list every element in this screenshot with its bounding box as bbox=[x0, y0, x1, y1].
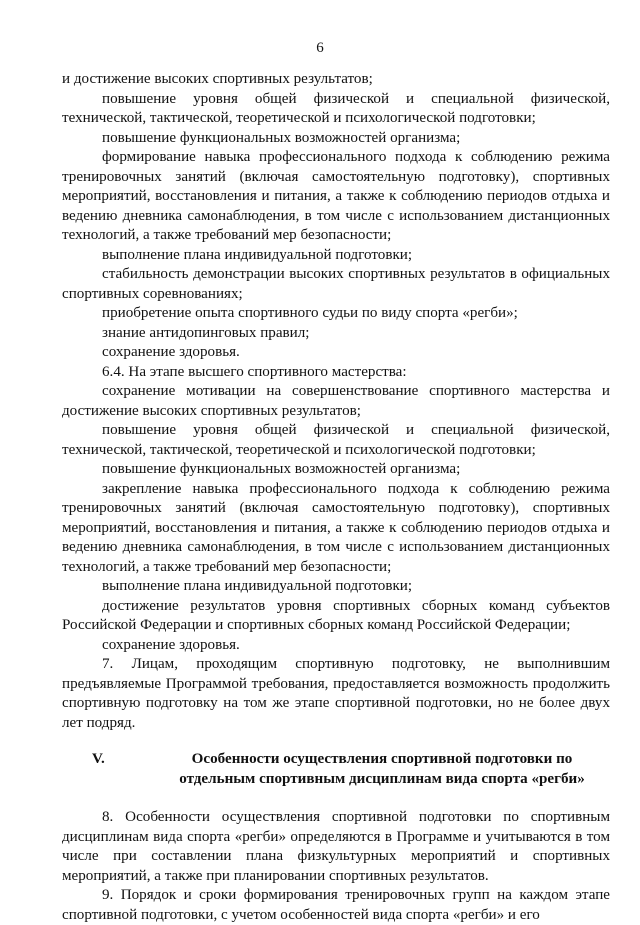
paragraph: стабильность демонстрации высоких спортивных результатов в официальных спортивных соревнованиях; bbox=[62, 266, 610, 302]
paragraph: знание антидопинговых правил; bbox=[102, 324, 310, 341]
paragraph: повышение функциональных возможностей организма; bbox=[102, 129, 461, 146]
document-body bbox=[62, 70, 610, 925]
paragraph: сохранение здоровья. bbox=[102, 344, 240, 360]
paragraph: выполнение плана индивидуальной подготовки; bbox=[102, 578, 413, 594]
paragraph: формирование навыка профессионального подхода к соблюдению режима тренировочных занятий (включая самостоятельную подготовку), спортивных мероприятий, восстановления и питания, а также к соблюдению периодов отдыха и ведению дневника самонаблюдения, в том числе с использованием дистанционных технологий, а также требований мер безопасности; bbox=[62, 149, 610, 243]
paragraphs-after-section bbox=[62, 808, 610, 925]
paragraph: 6.4. На этапе высшего спортивного мастерства: bbox=[102, 363, 407, 380]
paragraph: и достижение высоких спортивных результатов; bbox=[62, 71, 373, 87]
paragraph: приобретение опыта спортивного судьи по виду спорта «регби»; bbox=[102, 305, 518, 321]
paragraphs-before-section bbox=[62, 70, 610, 733]
paragraph: достижение результатов уровня спортивных сборных команд субъектов Российской Федерации и спортивных сборных команд Российской Федерации; bbox=[62, 597, 610, 633]
paragraph: закрепление навыка профессионального подхода к соблюдению режима тренировочных занятий (включая самостоятельную подготовку), спортивных мероприятий, восстановления и питания, а также к соблюдению периодов отдыха и ведению дневника самонаблюдения, в том числе с использованием дистанционных технологий, а также требований мер безопасности; bbox=[62, 480, 610, 575]
paragraph: повышение функциональных возможностей организма; bbox=[102, 461, 461, 477]
paragraph: выполнение плана индивидуальной подготовки; bbox=[102, 246, 413, 263]
paragraph: 7. Лицам, проходящим спортивную подготовку, не выполнившим предъявляемые Программой требования, предоставляется возможность продолжить спортивную подготовку на том же этапе спортивной подготовки, но не более двух лет подряд. bbox=[62, 656, 610, 731]
section-number: V. bbox=[92, 751, 105, 767]
paragraph: повышение уровня общей физической и специальной физической, технической, тактической, теоретической и психологической подготовки; bbox=[62, 90, 610, 126]
section-title: Особенности осуществления спортивной подготовки по отдельным спортивным дисциплинам вида спорта «регби» bbox=[179, 751, 585, 787]
paragraph: сохранение мотивации на совершенствование спортивного мастерства и достижение высоких спортивных результатов; bbox=[62, 383, 610, 419]
paragraph: повышение уровня общей физической и специальной физической, технической, тактической, теоретической и психологической подготовки; bbox=[62, 422, 610, 458]
paragraph: 9. Порядок и сроки формирования тренировочных групп на каждом этапе спортивной подготовки, с учетом особенностей вида спорта «регби» и его bbox=[62, 887, 610, 923]
paragraph: сохранение здоровья. bbox=[102, 636, 240, 653]
section-heading bbox=[62, 750, 610, 789]
paragraph: 8. Особенности осуществления спортивной подготовки по спортивным дисциплинам вида спорта «регби» определяются в Программе и учитываются в том числе при составлении плана физкультурных мероприятий и спортивных мероприятий, а также при планировании спортивных результатов. bbox=[62, 809, 610, 884]
page-number: 6 bbox=[316, 40, 324, 56]
